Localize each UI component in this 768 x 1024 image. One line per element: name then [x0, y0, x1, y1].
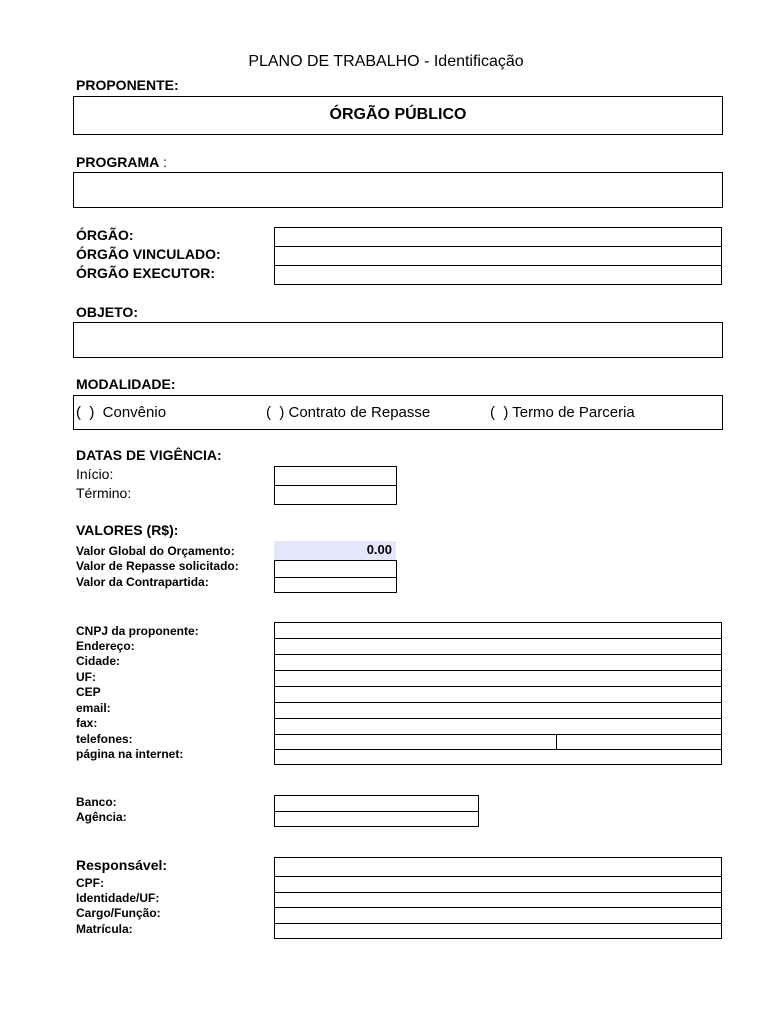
programa-field[interactable] [73, 172, 723, 208]
fax-field[interactable] [274, 718, 722, 735]
responsavel-label: Responsável: [76, 857, 168, 873]
endereco-label: Endereço: [76, 639, 135, 653]
modalidade-option-contrato-repasse[interactable]: ( ) Contrato de Repasse [266, 404, 431, 421]
objeto-field[interactable] [73, 322, 723, 358]
cnpj-field[interactable] [274, 622, 722, 639]
modalidade-option-convenio[interactable]: ( ) Convênio [76, 404, 167, 421]
endereco-field[interactable] [274, 638, 722, 655]
termino-label: Término: [76, 485, 132, 501]
modalidade-label: MODALIDADE: [76, 376, 176, 392]
valor-global-value: 0.00 [366, 542, 392, 557]
cargo-label: Cargo/Função: [76, 906, 161, 920]
agencia-label: Agência: [76, 810, 127, 824]
valor-repasse-field[interactable] [274, 560, 397, 578]
programa-label-suffix: : [159, 154, 168, 170]
cidade-label: Cidade: [76, 654, 121, 668]
cpf-field[interactable] [274, 876, 722, 893]
cidade-field[interactable] [274, 654, 722, 671]
orgao-vinculado-field[interactable] [274, 246, 722, 266]
email-field[interactable] [274, 702, 722, 719]
cpf-label: CPF: [76, 876, 104, 890]
matricula-label: Matrícula: [76, 922, 133, 936]
valor-global-label: Valor Global do Orçamento: [76, 544, 235, 558]
valor-repasse-label: Valor de Repasse solicitado: [76, 559, 239, 573]
valor-contrapartida-field[interactable] [274, 577, 397, 593]
orgao-executor-label: ÓRGÃO EXECUTOR: [76, 265, 215, 281]
uf-field[interactable] [274, 670, 722, 687]
proponente-label: PROPONENTE: [76, 77, 179, 93]
uf-label: UF: [76, 670, 96, 684]
agencia-field[interactable] [274, 811, 479, 827]
programa-label [76, 154, 167, 170]
cnpj-label: CNPJ da proponente: [76, 624, 199, 638]
vigencia-label: DATAS DE VIGÊNCIA: [76, 447, 222, 463]
inicio-field[interactable] [274, 466, 397, 486]
modalidade-option-termo-parceria[interactable]: ( ) Termo de Parceria [490, 404, 635, 421]
orgao-executor-field[interactable] [274, 265, 722, 285]
orgao-vinculado-label: ÓRGÃO VINCULADO: [76, 246, 221, 262]
banco-field[interactable] [274, 795, 479, 812]
inicio-label: Início: [76, 466, 114, 482]
pagina-internet-label: página na internet: [76, 747, 184, 761]
responsavel-field[interactable] [274, 857, 722, 877]
email-label: email: [76, 701, 111, 715]
orgao-label: ÓRGÃO: [76, 227, 134, 243]
orgao-field[interactable] [274, 227, 722, 247]
telefone-2-field[interactable] [556, 734, 722, 750]
proponente-value: ÓRGÃO PÚBLICO [329, 106, 467, 123]
page-title: PLANO DE TRABALHO - Identificação [248, 53, 524, 70]
objeto-label: OBJETO: [76, 304, 138, 320]
cep-field[interactable] [274, 686, 722, 703]
termino-field[interactable] [274, 485, 397, 505]
modalidade-box [73, 395, 723, 430]
cargo-field[interactable] [274, 907, 722, 924]
telefones-label: telefones: [76, 732, 133, 746]
banco-label: Banco: [76, 795, 117, 809]
valores-label: VALORES (R$): [76, 522, 179, 538]
identidade-field[interactable] [274, 892, 722, 908]
matricula-field[interactable] [274, 923, 722, 939]
fax-label: fax: [76, 716, 98, 730]
pagina-internet-field[interactable] [274, 749, 722, 765]
telefone-1-field[interactable] [274, 734, 557, 750]
programa-label-text: PROGRAMA [76, 154, 160, 170]
cep-label: CEP [76, 685, 101, 699]
valor-global-field [274, 541, 396, 560]
proponente-box [73, 96, 723, 135]
valor-contrapartida-label: Valor da Contrapartida: [76, 575, 209, 589]
identidade-label: Identidade/UF: [76, 891, 160, 905]
